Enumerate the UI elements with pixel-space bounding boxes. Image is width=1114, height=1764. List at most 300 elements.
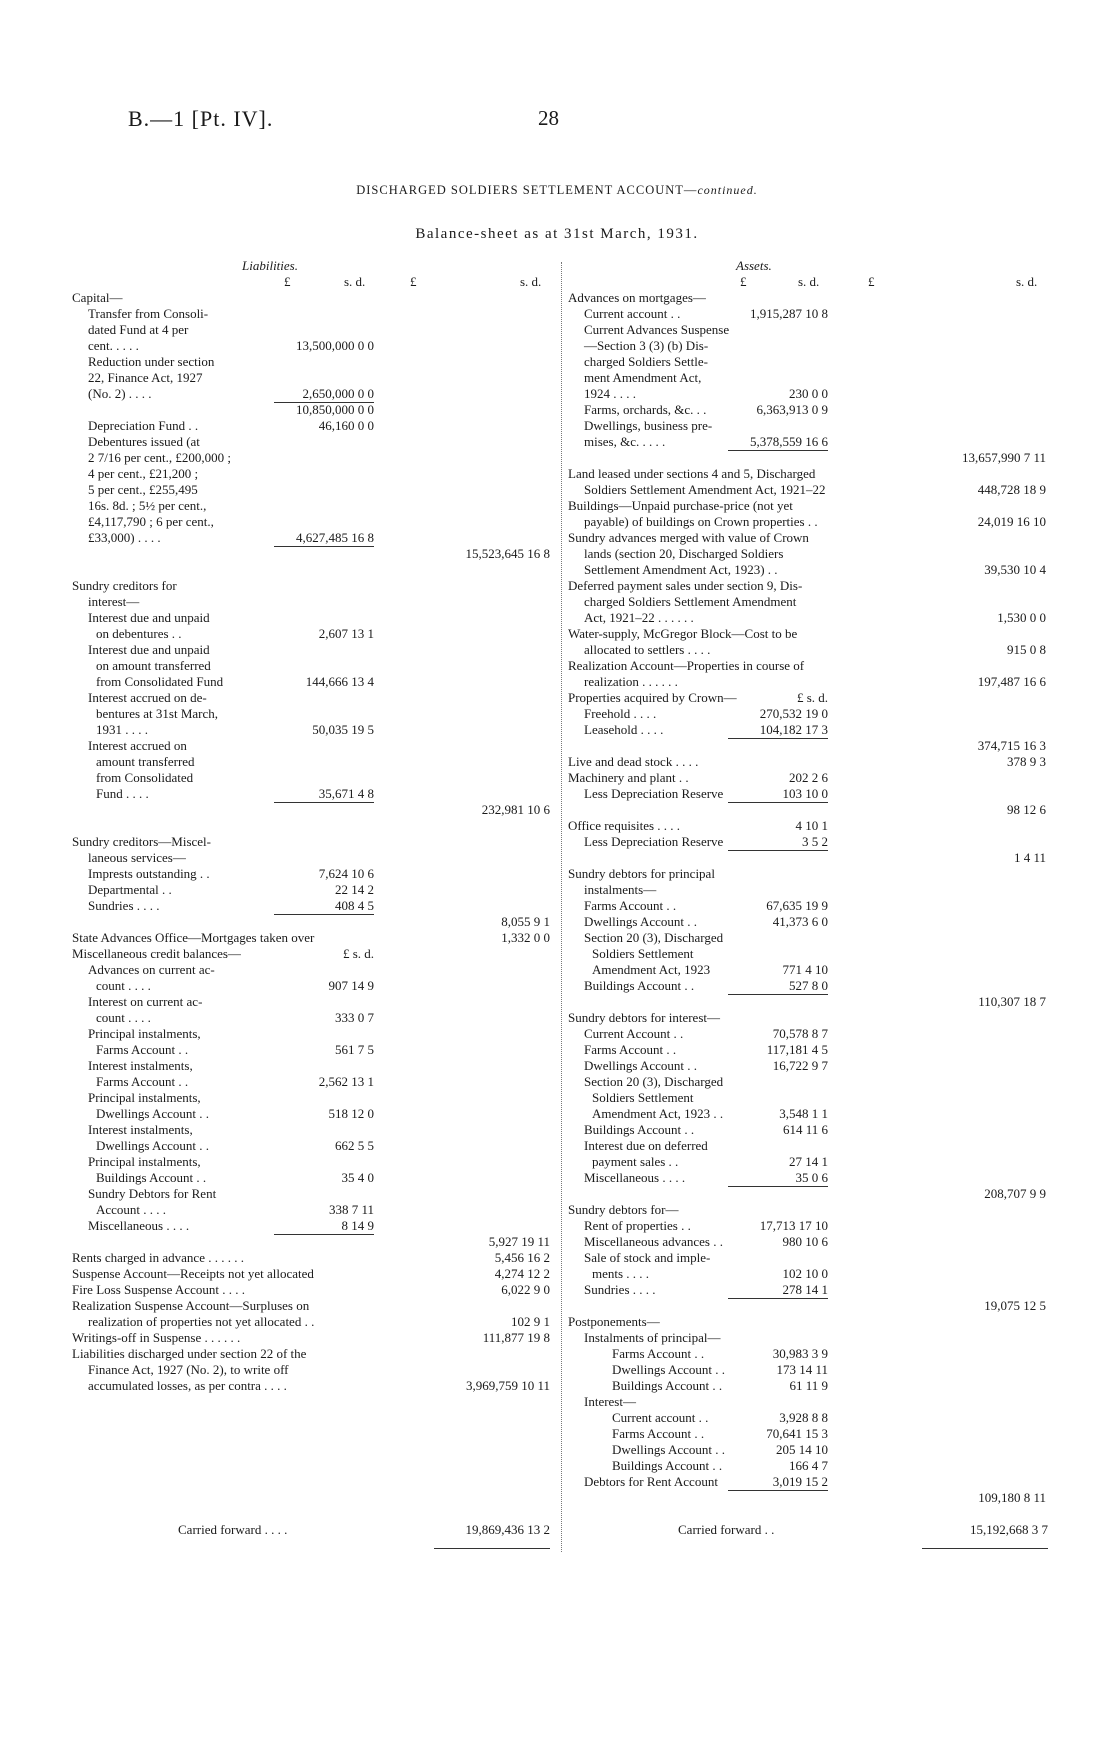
ledger-row [568,418,1048,434]
shillings-pence-header: s. d. [1016,274,1038,289]
ledger-row [568,498,1048,514]
ledger-row [72,1250,554,1266]
ledger-row [568,1202,1048,1218]
total-amount: 102 9 1 [511,1314,550,1329]
ledger-label: realization of properties not yet allocated . . [88,1314,315,1329]
ledger-row [568,866,1048,882]
ledger-row [568,450,1048,466]
ledger-row [72,290,554,306]
ledger-row [568,290,1048,306]
ledger-label: Dwellings, business pre- [584,418,713,433]
ledger-label: 2 7/16 per cent., £200,000 ; [88,450,231,465]
ledger-row [72,594,554,610]
ledger-row [568,738,1048,754]
ledger-label: Realization Suspense Account—Surpluses on [72,1298,310,1313]
page-number: 28 [538,106,559,130]
ledger-label: Leasehold . . . . [584,722,664,737]
assets-carried-forward-label: Carried forward . . [678,1522,775,1537]
subtotal-amount: 102 10 0 [782,1266,828,1281]
subtotal-amount: 202 2 6 [789,770,828,785]
pound-header: £ [868,274,875,289]
ledger-row [568,1138,1048,1154]
ledger-row [568,1042,1048,1058]
ledger-row [72,498,554,514]
ledger-label: 5 per cent., £255,495 [88,482,198,497]
ledger-row [72,626,554,642]
total-amount: 109,180 8 11 [978,1490,1046,1505]
ledger-label: Realization Account—Properties in course of [568,658,805,673]
ledger-row [72,946,554,962]
ledger-row [72,994,554,1010]
ledger-row [568,1458,1048,1474]
subtotal-amount: 35 0 6 [795,1170,828,1185]
ledger-row [568,674,1048,690]
ledger-label: Sundry creditors for [72,578,177,593]
ledger-label: —Section 3 (3) (b) Dis- [584,338,709,353]
ledger-label: Principal instalments, [88,1026,201,1041]
ledger-label: count . . . . [96,978,151,993]
total-amount: 232,981 10 6 [481,802,550,817]
ledger-label: from Consolidated [96,770,194,785]
ledger-row [72,530,554,546]
ledger-label: Current Account . . [584,1026,684,1041]
shillings-pence-header: s. d. [798,274,820,289]
total-amount: 1 4 11 [1013,850,1046,865]
subtotal-amount: 35 4 0 [341,1170,374,1185]
ledger-label: on debentures . . [96,626,182,641]
ledger-label: Writings-off in Suspense . . . . . . [72,1330,241,1345]
ledger-label: charged Soldiers Settlement Amendment [584,594,797,609]
ledger-row [568,578,1048,594]
subtotal-amount: 8 14 9 [341,1218,374,1233]
subtotal-amount: 2,607 13 1 [318,626,374,641]
subtotal-amount: 614 11 6 [782,1122,828,1137]
ledger-label: Dwellings Account . . [96,1106,210,1121]
ledger-row [568,338,1048,354]
ledger-row [72,322,554,338]
ledger-label: realization . . . . . . [584,674,678,689]
ledger-label: Less Depreciation Reserve [584,786,724,801]
ledger-label: Miscellaneous advances . . [584,1234,723,1249]
ledger-row [72,642,554,658]
liabilities-column-headers [72,274,554,290]
ledger-row [568,1490,1048,1506]
ledger-row [72,1042,554,1058]
total-amount: 448,728 18 9 [977,482,1046,497]
ledger-label: Liabilities discharged under section 22 of the [72,1346,307,1361]
ledger-label: Settlement Amendment Act, 1923) . . [584,562,778,577]
ledger-label: Rent of properties . . [584,1218,691,1233]
ledger-row [568,1010,1048,1026]
ledger-label: ments . . . . [592,1266,650,1281]
subtotal-amount: 27 14 1 [789,1154,828,1169]
ledger-label: Act, 1921–22 . . . . . . [584,610,694,625]
ledger-row [568,1250,1048,1266]
subtotal-amount: 3,548 1 1 [779,1106,828,1121]
ledger-row [568,562,1048,578]
ledger-label: £33,000) . . . . [88,530,161,545]
subtotal-amount: 41,373 6 0 [772,914,828,929]
subtotal-amount: 17,713 17 10 [759,1218,828,1233]
ledger-label: Principal instalments, [88,1154,201,1169]
ledger-label: Farms Account . . [612,1426,705,1441]
ledger-label: Finance Act, 1927 (No. 2), to write off [88,1362,289,1377]
assets-heading: Assets. [736,258,772,273]
subtotal-amount: 5,378,559 16 6 [750,434,828,449]
ledger-row [72,306,554,322]
ledger-row [568,1442,1048,1458]
ledger-row [72,1282,554,1298]
ledger-row [568,594,1048,610]
assets-column [568,258,1048,1506]
ledger-row [72,1266,554,1282]
ledger-label: cent. . . . . [88,338,139,353]
ledger-label: Sundry debtors for— [568,1202,679,1217]
ledger-row [568,802,1048,818]
ledger-row [568,482,1048,498]
subtotal-amount: 333 0 7 [335,1010,374,1025]
ledger-label: Current Advances Suspense [584,322,730,337]
ledger-label: Amendment Act, 1923 . . [592,1106,724,1121]
ledger-label: Sundries . . . . [584,1282,656,1297]
ledger-label: ment Amendment Act, [584,370,702,385]
ledger-row [72,850,554,866]
ledger-label: bentures at 31st March, [96,706,219,721]
liabilities-carried-forward-amount: 19,869,436 13 2 [465,1522,550,1537]
total-amount: 98 12 6 [1007,802,1046,817]
assets-carried-forward-amount: 15,192,668 3 7 [970,1522,1048,1537]
ledger-row [568,1218,1048,1234]
subtotal-amount: 6,363,913 0 9 [756,402,828,417]
ledger-row [72,418,554,434]
ledger-row [568,722,1048,738]
subtotal-amount: 166 4 7 [789,1458,828,1473]
ledger-label: Interest accrued on [88,738,187,753]
subtotal-amount: 3 5 2 [802,834,828,849]
subtotal-amount: 30,983 3 9 [772,1346,828,1361]
ledger-row [568,322,1048,338]
ledger-label: Interest instalments, [88,1122,193,1137]
ledger-label: Advances on current ac- [88,962,215,977]
ledger-row [72,818,554,834]
total-amount: 6,022 9 0 [501,1282,550,1297]
ledger-row [72,1202,554,1218]
ledger-row [72,370,554,386]
ledger-label: payable) of buildings on Crown properties . . [584,514,818,529]
subtotal-amount: 907 14 9 [328,978,374,993]
ledger-row [72,1362,554,1378]
ledger-row [568,882,1048,898]
ledger-row [72,482,554,498]
ledger-label: Section 20 (3), Discharged [584,1074,724,1089]
subtotal-amount: 980 10 6 [782,1234,828,1249]
subtotal-amount: 7,624 10 6 [318,866,374,881]
ledger-label: Interest instalments, [88,1058,193,1073]
ledger-label: (No. 2) . . . . [88,386,152,401]
ledger-row [72,1330,554,1346]
shillings-pence-header: s. d. [520,274,542,289]
subtotal-amount: 173 14 11 [776,1362,828,1377]
subtotal-amount: 771 4 10 [782,962,828,977]
total-amount: 374,715 16 3 [977,738,1046,753]
ledger-label: accumulated losses, as per contra . . . . [88,1378,287,1393]
ledger-row [568,962,1048,978]
ledger-label: Buildings Account . . [96,1170,207,1185]
ledger-label: Interest due and unpaid [88,642,210,657]
ledger-row [72,978,554,994]
ledger-row [72,1218,554,1234]
total-amount: 5,927 19 11 [488,1234,550,1249]
ledger-label: Sundry debtors for interest— [568,1010,721,1025]
ledger-label: Account . . . . [96,1202,167,1217]
subtotal-amount: 2,650,000 0 0 [302,386,374,401]
ledger-label: Debentures issued (at [88,434,200,449]
liabilities-column [72,258,554,1394]
ledger-row [72,434,554,450]
ledger-row [72,1010,554,1026]
ledger-label: instalments— [584,882,657,897]
total-amount: 13,657,990 7 11 [961,450,1046,465]
ledger-row [72,1026,554,1042]
subtotal-amount: 16,722 9 7 [772,1058,828,1073]
total-amount: 111,877 19 8 [482,1330,550,1345]
total-amount: 208,707 9 9 [984,1186,1046,1201]
ledger-label: 22, Finance Act, 1927 [88,370,203,385]
ledger-label: Rents charged in advance . . . . . . [72,1250,244,1265]
ledger-row [72,1186,554,1202]
ledger-row [568,434,1048,450]
ledger-row [72,1298,554,1314]
ledger-label: Postponements— [568,1314,660,1329]
ledger-label: Dwellings Account . . [612,1442,726,1457]
ledger-row [568,1058,1048,1074]
ledger-label: Dwellings Account . . [584,914,698,929]
ledger-row [72,1122,554,1138]
ledger-label: Miscellaneous credit balances— [72,946,241,961]
subtotal-amount: £ s. d. [342,946,374,961]
ledger-row [568,1330,1048,1346]
ledger-row [72,514,554,530]
ledger-row [568,754,1048,770]
ledger-row [568,1186,1048,1202]
ledger-row [568,978,1048,994]
subtotal-amount: 3,928 8 8 [779,1410,828,1425]
ledger-label: Deferred payment sales under section 9, Dis- [568,578,803,593]
ledger-label: Interest— [584,1394,636,1409]
ledger-row [72,930,554,946]
ledger-label: Interest accrued on de- [88,690,207,705]
ledger-label: Office requisites . . . . [568,818,681,833]
ledger-label: count . . . . [96,1010,151,1025]
total-amount: 24,019 16 10 [977,514,1046,529]
ledger-row [568,1298,1048,1314]
ledger-label: Fund . . . . [96,786,149,801]
ledger-row [72,834,554,850]
subtotal-amount: 561 7 5 [335,1042,374,1057]
ledger-label: Interest on current ac- [88,994,203,1009]
ledger-label: Interest due on deferred [584,1138,708,1153]
ledger-row [72,962,554,978]
column-divider [561,262,562,1552]
subtotal-amount: 50,035 19 5 [312,722,374,737]
ledger-row [72,1138,554,1154]
account-title [0,183,1114,198]
ledger-row [568,1266,1048,1282]
ledger-row [568,530,1048,546]
ledger-label: Buildings Account . . [584,978,695,993]
ledger-row [568,898,1048,914]
subtotal-amount: 61 11 9 [789,1378,828,1393]
ledger-label: Farms Account . . [96,1042,189,1057]
ledger-label: Principal instalments, [88,1090,201,1105]
subtotal-amount: 518 12 0 [328,1106,374,1121]
total-amount: 197,487 16 6 [977,674,1046,689]
subtotal-amount: £ s. d. [796,690,828,705]
ledger-label: Miscellaneous . . . . [584,1170,686,1185]
total-amount: 1,332 0 0 [501,930,550,945]
ledger-row [568,1026,1048,1042]
ledger-label: amount transferred [96,754,195,769]
ledger-row [568,1282,1048,1298]
pound-header: £ [284,274,291,289]
ledger-row [72,786,554,802]
total-amount: 15,523,645 16 8 [465,546,550,561]
ledger-label: Machinery and plant . . [568,770,689,785]
ledger-row [72,898,554,914]
ledger-row [72,386,554,402]
assets-column-headers [568,274,1048,290]
ledger-label: 1924 . . . . [584,386,636,401]
subtotal-amount: 527 8 0 [789,978,828,993]
ledger-row [568,626,1048,642]
ledger-row [568,514,1048,530]
ledger-row [72,546,554,562]
ledger-row [72,866,554,882]
subtotal-amount: 104,182 17 3 [759,722,828,737]
ledger-row [568,658,1048,674]
ledger-row [568,306,1048,322]
subtotal-amount: 70,641 15 3 [766,1426,828,1441]
ledger-row [72,1346,554,1362]
ledger-row [72,914,554,930]
ledger-label: Land leased under sections 4 and 5, Discharged [568,466,816,481]
ledger-row [568,850,1048,866]
ledger-label: Instalments of principal— [584,1330,721,1345]
ledger-row [568,1122,1048,1138]
ledger-label: Fire Loss Suspense Account . . . . [72,1282,245,1297]
liabilities-heading: Liabilities. [242,258,298,273]
ledger-label: Miscellaneous . . . . [88,1218,190,1233]
ledger-row [568,1090,1048,1106]
subtotal-amount: 117,181 4 5 [766,1042,828,1057]
total-amount: 8,055 9 1 [501,914,550,929]
ledger-label: Advances on mortgages— [568,290,706,305]
ledger-label: dated Fund at 4 per [88,322,189,337]
ledger-label: Soldiers Settlement [592,946,694,961]
ledger-label: Freehold . . . . [584,706,657,721]
ledger-label: payment sales . . [592,1154,679,1169]
balance-sheet-subtitle: Balance-sheet as at 31st March, 1931. [415,226,699,242]
ledger-label: Soldiers Settlement [592,1090,694,1105]
ledger-label: Current account . . [584,306,681,321]
total-amount: 3,969,759 10 11 [465,1378,550,1393]
ledger-label: charged Soldiers Settle- [584,354,708,369]
ledger-row [72,466,554,482]
subtotal-amount: 144,666 13 4 [305,674,374,689]
ledger-label: Debtors for Rent Account [584,1474,718,1489]
ledger-label: Sundry advances merged with value of Crown [568,530,809,545]
ledger-label: Farms Account . . [96,1074,189,1089]
subtotal-amount: 4,627,485 16 8 [296,530,374,545]
subtotal-amount: 70,578 8 7 [772,1026,828,1041]
ledger-label: Sundries . . . . [88,898,160,913]
ledger-label: allocated to settlers . . . . [584,642,711,657]
ledger-label: Sundry creditors—Miscel- [72,834,212,849]
ledger-row [568,1426,1048,1442]
ledger-label: Buildings Account . . [612,1458,723,1473]
ledger-row [72,1106,554,1122]
ledger-label: 16s. 8d. ; 5½ per cent., [88,498,207,513]
ledger-row [568,466,1048,482]
total-amount: 19,075 12 5 [984,1298,1046,1313]
ledger-row [72,658,554,674]
ledger-label: Sundry debtors for principal [568,866,715,881]
ledger-row [568,386,1048,402]
ledger-row [72,1234,554,1250]
ledger-label: from Consolidated Fund [96,674,224,689]
assets-total-rule [922,1548,1048,1549]
subtotal-amount: 10,850,000 0 0 [296,402,374,417]
ledger-row [72,1154,554,1170]
subtotal-amount: 4 10 1 [795,818,828,833]
ledger-label: Dwellings Account . . [584,1058,698,1073]
ledger-label: Transfer from Consoli- [88,306,209,321]
ledger-row [72,802,554,818]
ledger-label: Buildings Account . . [584,1122,695,1137]
subtotal-amount: 35,671 4 8 [318,786,374,801]
subtotal-amount: 662 5 5 [335,1138,374,1153]
ledger-label: lands (section 20, Discharged Soldiers [584,546,784,561]
ledger-row [72,338,554,354]
subtotal-amount: 230 0 0 [789,386,828,401]
ledger-row [72,882,554,898]
ledger-row [72,578,554,594]
account-title-main: DISCHARGED SOLDIERS SETTLEMENT ACCOUNT— [356,183,698,197]
ledger-row [568,354,1048,370]
ledger-label: State Advances Office—Mortgages taken over [72,930,315,945]
ledger-row [568,930,1048,946]
ledger-row [72,722,554,738]
ledger-row [568,546,1048,562]
ledger-row [568,914,1048,930]
ledger-row [568,1410,1048,1426]
ledger-row [568,642,1048,658]
ledger-row [568,706,1048,722]
ledger-row [568,1234,1048,1250]
ledger-row [72,690,554,706]
total-amount: 378 9 3 [1007,754,1046,769]
ledger-label: Interest due and unpaid [88,610,210,625]
ledger-row [72,450,554,466]
ledger-row [568,402,1048,418]
ledger-row [568,818,1048,834]
ledger-label: Dwellings Account . . [612,1362,726,1377]
ledger-row [568,786,1048,802]
liabilities-total-rule [434,1548,550,1549]
total-amount: 1,530 0 0 [997,610,1046,625]
ledger-label: interest— [88,594,140,609]
ledger-row [72,562,554,578]
